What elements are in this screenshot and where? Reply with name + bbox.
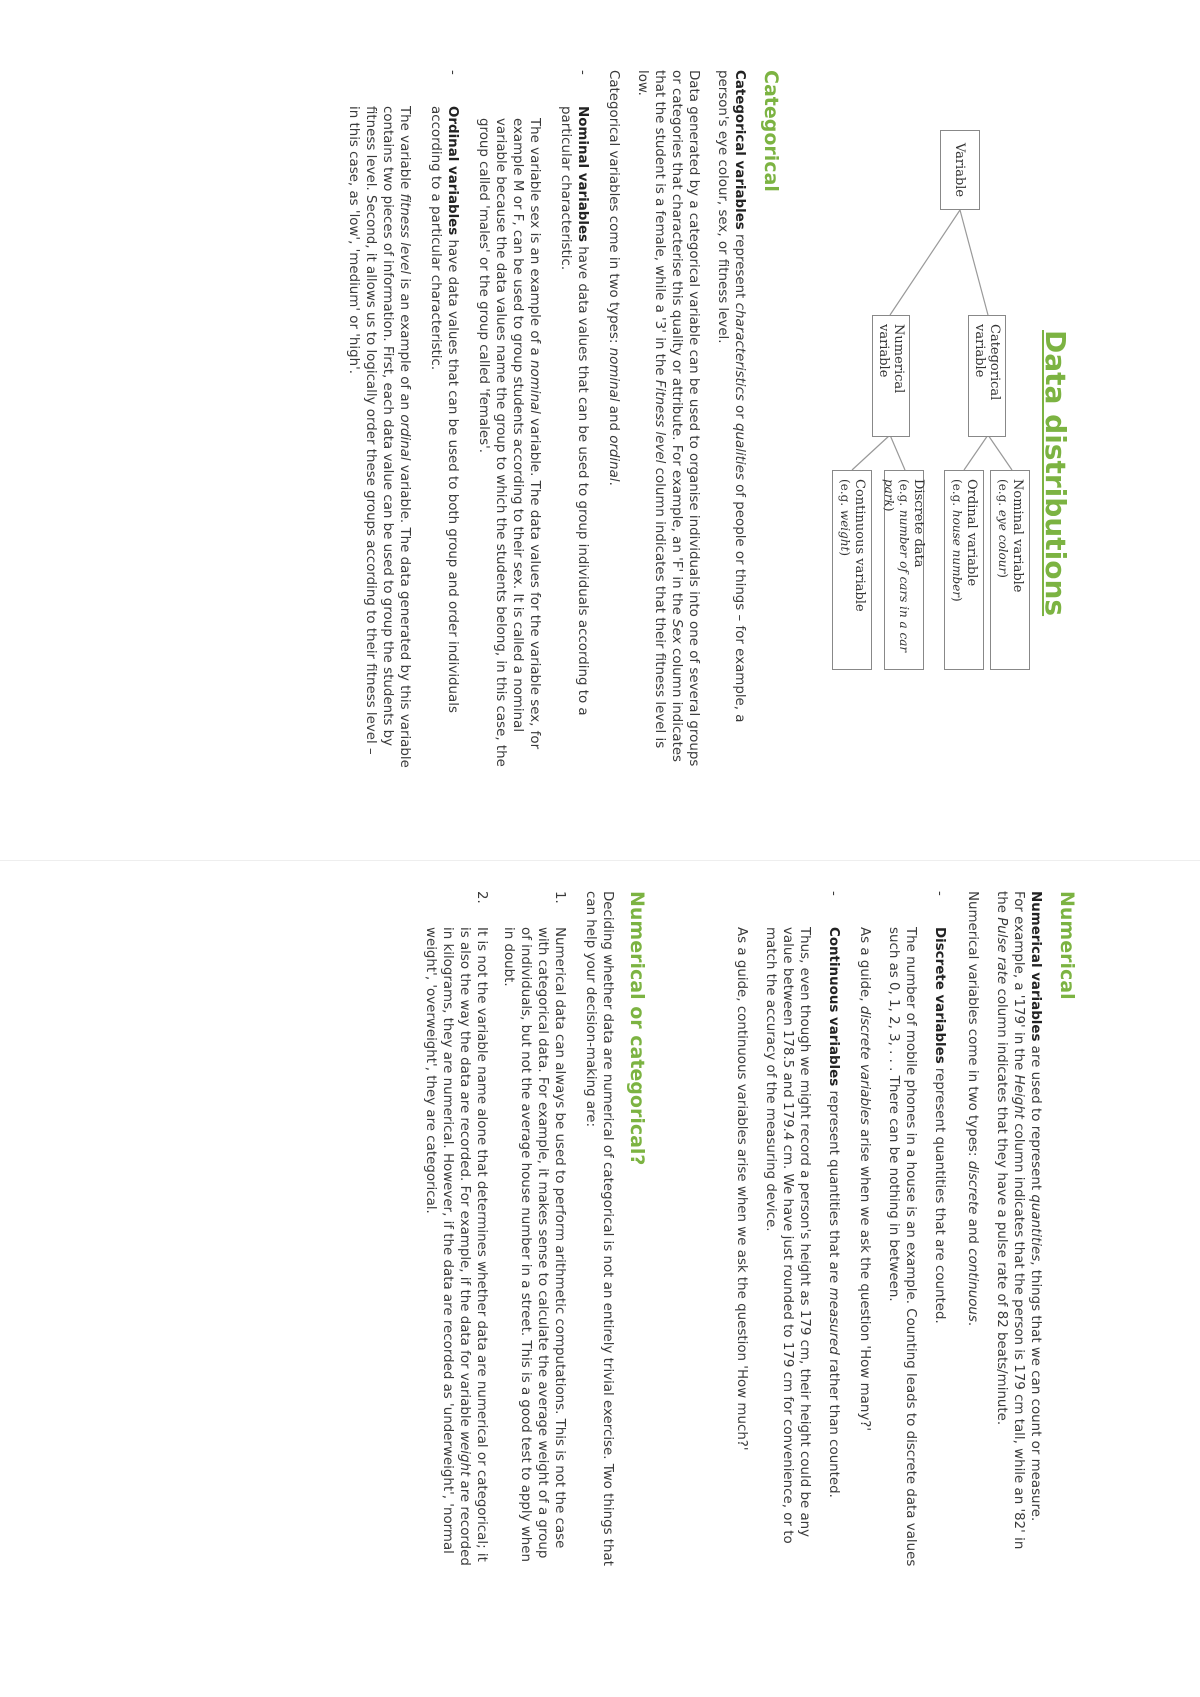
node-ordinal-label: Ordinal variable	[964, 479, 979, 587]
text-run: For example, a '179' in the	[1011, 891, 1026, 1075]
example-text: number of cars in a car park	[882, 479, 912, 653]
discrete-item	[856, 891, 948, 1571]
ordinal-definition	[427, 106, 461, 770]
ordinal-example	[345, 106, 413, 770]
numcat-intro: Deciding whether data are numerical of categorical is not an entirely trivial exercise. Two things that can help your decision-making are:	[583, 891, 615, 1566]
text-run: column indicates that their fitness level is low.	[635, 70, 667, 749]
node-continuous-example	[837, 479, 852, 661]
categorical-section	[345, 70, 782, 770]
text-run: fitness level	[397, 193, 412, 275]
numcat-item-1	[500, 891, 568, 1571]
text-run: It is not the variable name alone that determines whether data are numerical or categorical; it is also the way the data are recorded. For example, if the data for variable	[457, 927, 489, 1562]
continuous-definition	[825, 927, 842, 1571]
connector-categorical-nominal	[988, 435, 1012, 470]
numcat-heading: Numerical or categorical?	[626, 891, 648, 1166]
numerical-types	[964, 891, 981, 1571]
connector-categorical-ordinal	[964, 435, 988, 470]
variable-type-diagram	[820, 120, 1030, 680]
discrete-guide	[856, 927, 873, 1571]
text-run: .	[965, 1321, 980, 1327]
numerical-section	[733, 891, 1078, 1571]
nominal-item	[475, 70, 591, 770]
text-run: Fitness level	[652, 379, 667, 464]
text-run: are used to represent	[1028, 1041, 1043, 1195]
text-run: arise when we ask the question 'How many?'	[857, 1124, 872, 1432]
categorical-heading: Categorical	[760, 70, 782, 192]
numerical-type-list	[733, 891, 948, 1571]
text-run: continuous	[965, 1248, 980, 1322]
example-prefix: (e.g.	[897, 479, 912, 510]
discrete-example: The number of mobile phones in a house is an example. Counting leads to discrete data values such as 0, 1, 2, 3, . . . There can be nothing in between.	[886, 927, 918, 1567]
node-ordinal	[944, 470, 984, 670]
text-run: represent	[732, 229, 747, 303]
text-run: is an example of an	[397, 274, 412, 415]
text-run: weight	[457, 1431, 472, 1477]
example-suffix: )	[882, 506, 897, 512]
text-run: Height	[1011, 1074, 1026, 1119]
node-discrete-example	[882, 479, 912, 661]
text-run: nominal	[606, 347, 621, 402]
discrete-definition	[931, 927, 948, 1571]
numerical-term: Numerical variables	[1028, 891, 1043, 1042]
node-categorical	[968, 315, 1006, 437]
discrete-term: Discrete variables	[932, 927, 947, 1064]
numerical-heading: Numerical	[1056, 891, 1078, 1000]
text-run: have data values that can be used to both group and order individuals according to a particular characteristic.	[428, 106, 460, 713]
ordinal-term: Ordinal variables	[445, 106, 460, 236]
text-run: Numerical variables come in two types:	[965, 891, 980, 1161]
text-run: rather than counted.	[826, 1354, 841, 1498]
node-categorical-label: Categorical variable	[972, 324, 1002, 401]
categorical-explanation	[634, 70, 702, 770]
text-run: Pulse rate	[994, 917, 1009, 985]
node-continuous	[832, 470, 872, 670]
node-numerical-label: Numerical variable	[876, 324, 906, 394]
example-suffix: )	[950, 597, 964, 602]
node-nominal	[990, 470, 1030, 670]
text-run: Categorical variables come in two types:	[606, 70, 621, 348]
continuous-example: Thus, even though we might record a person's height as 179 cm, their height could be any value between 178.5 and 179.4 cm. We have just rounded to 179 cm for convenience, or to match the accuracy of the measuring device.	[763, 927, 812, 1544]
text-run: ordinal	[397, 414, 412, 461]
continuous-item	[733, 891, 842, 1571]
example-text: house number	[950, 509, 964, 598]
example-prefix: (e.g.	[996, 479, 1010, 510]
text-run: represent quantities that are	[826, 1086, 841, 1288]
categorical-definition	[714, 70, 748, 770]
categorical-term: Categorical variables	[732, 70, 747, 230]
text-run: are recorded in kilograms, they are numerical. However, if the data are recorded as 'underweight', 'normal weight', 'overweight', they are categorical.	[423, 927, 472, 1566]
text-run: or	[732, 400, 747, 424]
numerical-definition	[1027, 891, 1044, 1571]
text-run: column indicates that the student is a female, while a '3' in the	[652, 70, 684, 763]
text-run: nominal	[527, 360, 542, 414]
numcat-item-1-text: Numerical data can always be used to perform arithmetic computations. This is not the case with categorical data. For example, it makes sense to calculate the average weight of a group of individuals, but not the average house number in a street. This is a good test to apply when in doubt.	[501, 927, 567, 1563]
example-prefix: (e.g.	[950, 479, 964, 510]
example-text: eye colour	[996, 509, 1010, 574]
nominal-term: Nominal variables	[575, 106, 590, 242]
continuous-term: Continuous variables	[826, 927, 841, 1087]
continuous-guide: As a guide, continuous variables arise when we ask the question 'How much?'	[734, 927, 749, 1451]
text-run: The variable sex is an example of a	[527, 118, 542, 361]
node-continuous-label: Continuous variable	[852, 479, 867, 612]
text-run: .	[606, 481, 621, 486]
left-page	[0, 0, 1200, 848]
text-run: qualities	[732, 423, 747, 480]
node-discrete	[882, 470, 927, 670]
text-run: column indicates that the person is 179 cm tall, while an '82' in the	[994, 891, 1026, 1550]
categorical-type-list	[345, 70, 591, 770]
text-run: represent quantities that are counted.	[932, 1063, 947, 1324]
list-number: 2.	[474, 891, 489, 904]
numerical-or-categorical-section	[412, 891, 648, 1571]
numerical-example	[993, 891, 1027, 1571]
text-run: and	[606, 401, 621, 436]
connector-numerical-discrete	[890, 435, 905, 470]
example-text: weight	[838, 509, 852, 552]
text-run: measured	[826, 1287, 841, 1355]
text-run: of people or things – for example, a person's eye colour, sex, or fitness level.	[715, 70, 747, 723]
text-run: ordinal	[606, 435, 621, 482]
text-run: and	[965, 1214, 980, 1249]
categorical-types	[605, 70, 622, 770]
ordinal-item	[345, 70, 461, 770]
node-nominal-label: Nominal variable	[1010, 479, 1025, 593]
text-run: As a guide,	[857, 927, 872, 1006]
right-page	[0, 860, 1200, 1697]
connector-variable-categorical	[960, 210, 988, 315]
node-ordinal-example	[949, 479, 964, 661]
text-run: variable. The data generated by this variable contains two pieces of information. First, each data value can be used to group the students by fitness level. Second, it allows us to logically order these groups according to their fitness level – in this case, as 'low', 'medium' or 'high'.	[346, 106, 412, 768]
text-run: quantities	[1028, 1194, 1043, 1262]
text-run: The variable	[397, 106, 412, 194]
numcat-list	[422, 891, 568, 1571]
list-number: 1.	[552, 891, 567, 904]
example-prefix: (e.g.	[838, 479, 852, 510]
connector-numerical-continuous	[852, 435, 890, 470]
node-nominal-example	[995, 479, 1010, 661]
text-run: Sex	[669, 619, 684, 644]
text-run: have data values that can be used to group individuals according to a particular characteristic.	[558, 106, 590, 716]
text-run: column indicates that they have a pulse rate of 82 beats/minute.	[994, 984, 1009, 1426]
node-variable	[940, 130, 980, 210]
nominal-example	[475, 118, 543, 770]
text-run: , things that we can count or measure.	[1028, 1261, 1043, 1522]
connector-variable-numerical	[890, 210, 960, 315]
node-numerical	[872, 315, 910, 437]
text-run: variable. The data values for the variable sex, for example M or F, can be used to group students according to their sex. It is called a nominal variable because the data values name the group to which the students belong, in this case, the group called 'males' or the group called 'females'.	[476, 118, 542, 767]
text-run: discrete	[965, 1160, 980, 1215]
numcat-item-2	[422, 891, 490, 1571]
text-run: characteristics	[732, 302, 747, 401]
text-run: discrete variables	[857, 1005, 872, 1125]
nominal-definition	[557, 106, 591, 770]
node-variable-label: Variable	[952, 142, 968, 198]
node-discrete-label: Discrete data	[911, 479, 927, 568]
text-run: Data generated by a categorical variable can be used to organise individuals into one of several groups or categories that characterise this quality or attribute. For example, an 'F' in the	[669, 70, 701, 767]
example-suffix: )	[996, 573, 1010, 578]
example-suffix: )	[838, 551, 852, 557]
document-title: Data distributions	[1039, 330, 1072, 617]
